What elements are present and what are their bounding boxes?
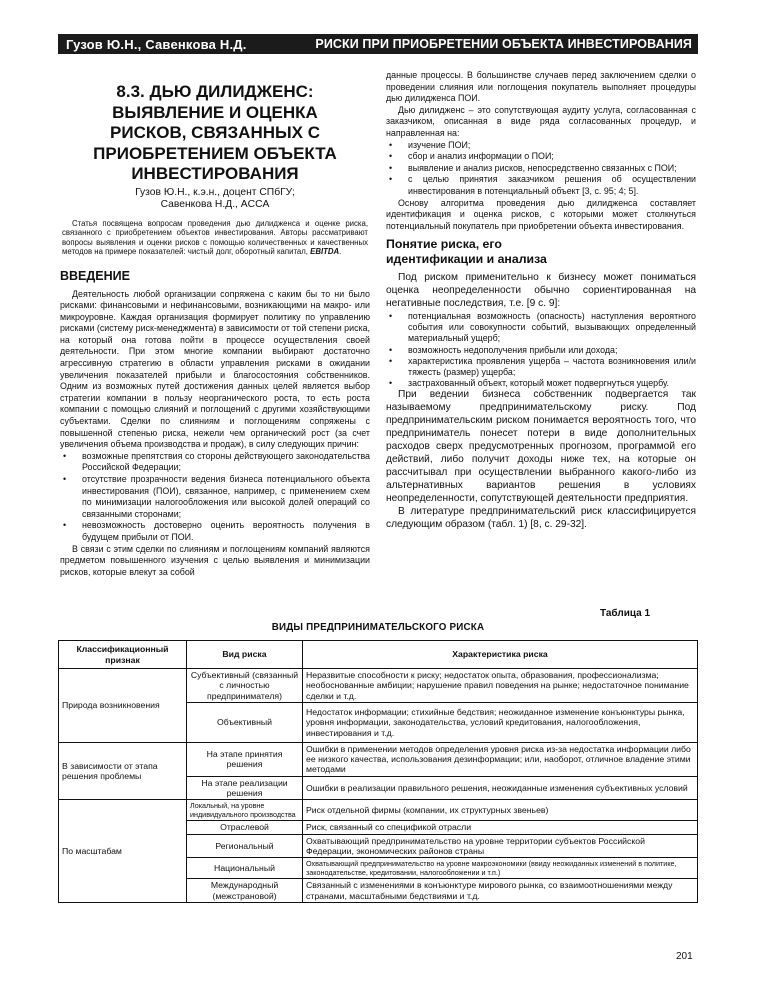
group-cell: Природа возникновения <box>59 669 187 743</box>
heading-line: идентификации и анализа <box>386 252 547 267</box>
risk-type-cell: Локальный, на уровне индивидуального производства <box>187 800 303 821</box>
list-item: • возможные препятствия со стороны действующего законодательства Российской Федерации; <box>60 451 370 474</box>
risk-desc-cell: Риск отдельной фирмы (компании, их структурных звеньев) <box>303 800 698 821</box>
table-row <box>59 669 698 703</box>
list-item: • возможность недополучения прибыли или дохода; <box>386 345 696 356</box>
risk-desc-cell: Недостаток информации; стихийные бедствия; неожиданное изменение конъюнктуры рынка, уровня информации, законодательства, условий кредитования, налогообложения, инвестирования и т.д. <box>303 702 698 742</box>
abstract <box>62 219 368 257</box>
abstract-end: . <box>339 247 342 256</box>
body-paragraph: данные процессы. В большинстве случаев перед заключением сделки о проведении слияния или поглощения покупатель выполняет процедуры дью дилидженса ПОИ. <box>386 70 696 104</box>
body-paragraph: Основу алгоритма проведения дью дилидженса составляет идентификация и оценка рисков, с которыми может столкнуться потенциальный покупатель при приобретении объекта инвестирования. <box>386 197 696 231</box>
table-header-row <box>59 641 698 669</box>
list-item: • изучение ПОИ; <box>386 140 696 152</box>
body-paragraph: При ведении бизнеса собственник подвергается так называемому предпринимательскому риску. Под предпринимательским риском понимается вероятность того, что предприниматель понесет потери в виде дополнительных расходов сверх предусмотренных прогнозом, программой его действий, либо получит доходы ниже тех, на которые он рассчитывал при осуществлении выбранного какого-либо из альтернативных вариантов решения в условиях неопределенности, сопутствующей деятельности предприятия. <box>386 389 696 504</box>
title-line: ИНВЕСТИРОВАНИЯ <box>131 164 299 183</box>
list-item: • сбор и анализ информации о ПОИ; <box>386 151 696 163</box>
intro-bullet-list <box>60 451 370 544</box>
risk-desc-cell: Неразвитые способности к риску; недостаток опыта, образования, профессионализма; необоснованные амбиции; нарушение правил поведения на рынке; недостаточное понимание сделки и т.д. <box>303 669 698 703</box>
list-item: • застрахованный объект, который может подвергнуться ущербу. <box>386 378 696 389</box>
risk-type-cell: Субъективный (связанный с личностью предпринимателя) <box>187 669 303 703</box>
risk-desc-cell: Ошибки в реализации правильного решения, неожиданные изменения субъективных условий <box>303 776 698 800</box>
risk-desc-cell: Охватывающий предпринимательство на уровне макроэкономики (ввиду неожиданных изменений в политике, законодательстве, кредитовании, налогообложении и т.п.) <box>303 858 698 879</box>
risk-types-table <box>58 640 698 903</box>
list-item: • отсутствие прозрачности ведения бизнеса потенциального объекта инвестирования (ПОИ), связанное, например, с применением схем по минимизации налогообложения или высокой долей операций со связанными сторонами; <box>60 474 370 520</box>
risk-type-cell: Национальный <box>187 858 303 879</box>
abstract-emphasis: EBITDA <box>310 247 340 256</box>
title-line: ПРИОБРЕТЕНИЕМ ОБЪЕКТА <box>93 143 337 163</box>
risk-type-cell: Объективный <box>187 702 303 742</box>
risk-desc-cell: Охватывающий предпринимательство на уровне территории субъектов Российской Федерации, экономических районов страны <box>303 834 698 858</box>
title-line: ВЫЯВЛЕНИЕ И ОЦЕНКА <box>112 102 318 122</box>
page-number: 201 <box>676 951 693 962</box>
risk-type-cell: Региональный <box>187 834 303 858</box>
list-item: • с целью принятия заказчиком решения об осуществлении инвестирования в потенциальный объект [3, с. 95; 4; 5]. <box>386 174 696 197</box>
table-title: ВИДЫ ПРЕДПРИНИМАТЕЛЬСКОГО РИСКА <box>271 622 485 633</box>
intro-heading: ВВЕДЕНИЕ <box>60 268 130 283</box>
body-paragraph: Дью дилидженс – это сопутствующая аудиту услуга, согласованная с заказчиком, описанная в виде ряда согласованных процедур, и направленная на: <box>386 104 696 138</box>
heading-line: Понятие риска, его <box>386 237 502 252</box>
running-header <box>58 34 698 54</box>
risk-desc-cell: Риск, связанный со спецификой отрасли <box>303 821 698 834</box>
column-header: Классификационный признак <box>59 641 187 669</box>
list-item: • характеристика проявления ущерба – частота возникновения или/и тяжесть (размер) ущерба; <box>386 356 696 378</box>
risk-bullet-list <box>386 311 696 389</box>
body-paragraph: В литературе предпринимательский риск классифицируется следующим образом (табл. 1) [8, с. 29-32]. <box>386 505 696 530</box>
intro-paragraph: В связи с этим сделки по слияниям и поглощениям компаний являются предметом повышенного изучения с целью выявления и минимизации рисков, которые влекут за собой <box>60 543 370 577</box>
risk-type-cell: Международный (межстрановой) <box>187 879 303 903</box>
body-paragraph: Под риском применительно к бизнесу может пониматься оценка неопределенности обычно сориентированная на негативные последствия, т.е. [9 с. 9]: <box>386 272 696 310</box>
article-title <box>68 82 362 185</box>
title-line: РИСКОВ, СВЯЗАННЫХ С <box>110 123 320 142</box>
risk-type-cell: На этапе реализации решения <box>187 776 303 800</box>
title-line: 8.3. ДЬЮ ДИЛИДЖЕНС: <box>116 82 314 101</box>
table-row <box>59 800 698 821</box>
risk-type-cell: Отраслевой <box>187 821 303 834</box>
header-running-title: РИСКИ ПРИ ПРИОБРЕТЕНИИ ОБЪЕКТА ИНВЕСТИРОВАНИЯ <box>315 37 692 51</box>
section-heading <box>386 237 696 267</box>
left-column <box>60 70 370 578</box>
risk-type-cell: На этапе принятия решения <box>187 742 303 776</box>
article-authors <box>60 187 370 211</box>
author-line: Савенкова Н.Д., ACCA <box>160 198 270 210</box>
right-column <box>386 70 696 531</box>
table-label: Таблица 1 <box>600 608 651 619</box>
column-header: Характеристика риска <box>303 641 698 669</box>
list-item: • потенциальная возможность (опасность) наступления вероятного события или совокупности событий, вызывающих определенный материальный ущерб; <box>386 311 696 345</box>
table-row <box>59 742 698 776</box>
author-line: Гузов Ю.Н., к.э.н., доцент СПбГУ; <box>135 186 295 198</box>
risk-section <box>386 272 696 531</box>
list-item: • невозможность достоверно оценить вероятность получения в будущем прибыли от ПОИ. <box>60 520 370 543</box>
list-item: • выявление и анализ рисков, непосредственно связанных с ПОИ; <box>386 163 696 175</box>
group-cell: По масштабам <box>59 800 187 902</box>
abstract-text: Статья посвящена вопросам проведения дью дилидженса и оценке риска, связанного с приобретением объектов инвестирования. Авторы рассматривают вопросы выявления и оценки рисков с помощью количественных и качественных методов на примере показателей: чистый долг, оборотный капитал, <box>62 218 368 256</box>
risk-desc-cell: Ошибки в применении методов определения уровня риска из-за недостатка информации либо ее низкого качества, использования дезинформации; или, наоборот, отличное владение этими методами <box>303 742 698 776</box>
risk-desc-cell: Связанный с изменениями в конъюнктуре мирового рынка, со взаимоотношениями между странами, масштабными бедствиями и т.д. <box>303 879 698 903</box>
header-authors: Гузов Ю.Н., Савенкова Н.Д. <box>66 36 247 52</box>
column-header: Вид риска <box>187 641 303 669</box>
intro-paragraph: Деятельность любой организации сопряжена с каким бы то ни было рисками: финансовыми и нефинансовыми, возникающими на макро- или микроуровне. Каждая организация формирует политику по управлению рисками (систему риск-менеджмента) в зависимости от той степени риска, на который она готова пойти в процессе осуществления своей деятельности. При этом многие компании выбирают достаточно агрессивную стратегию в области управления рисками в ожидании увеличения показателей прибыли и благосостояния собственников. Одним из возможных путей достижения данных целей является выбор стратегии компании в пользу неорганического роста, то есть роста компании с помощью слияний и поглощений с другими хозяйствующими субъектами. Сделки по слияниям и поглощениям сопряжены с повышенной степенью риска, нежели чем органический рост (за счет увеличения объема производства и продаж), в силу следующих причин: <box>60 288 370 450</box>
group-cell: В зависимости от этапа решения проблемы <box>59 742 187 799</box>
dd-bullet-list <box>386 140 696 198</box>
